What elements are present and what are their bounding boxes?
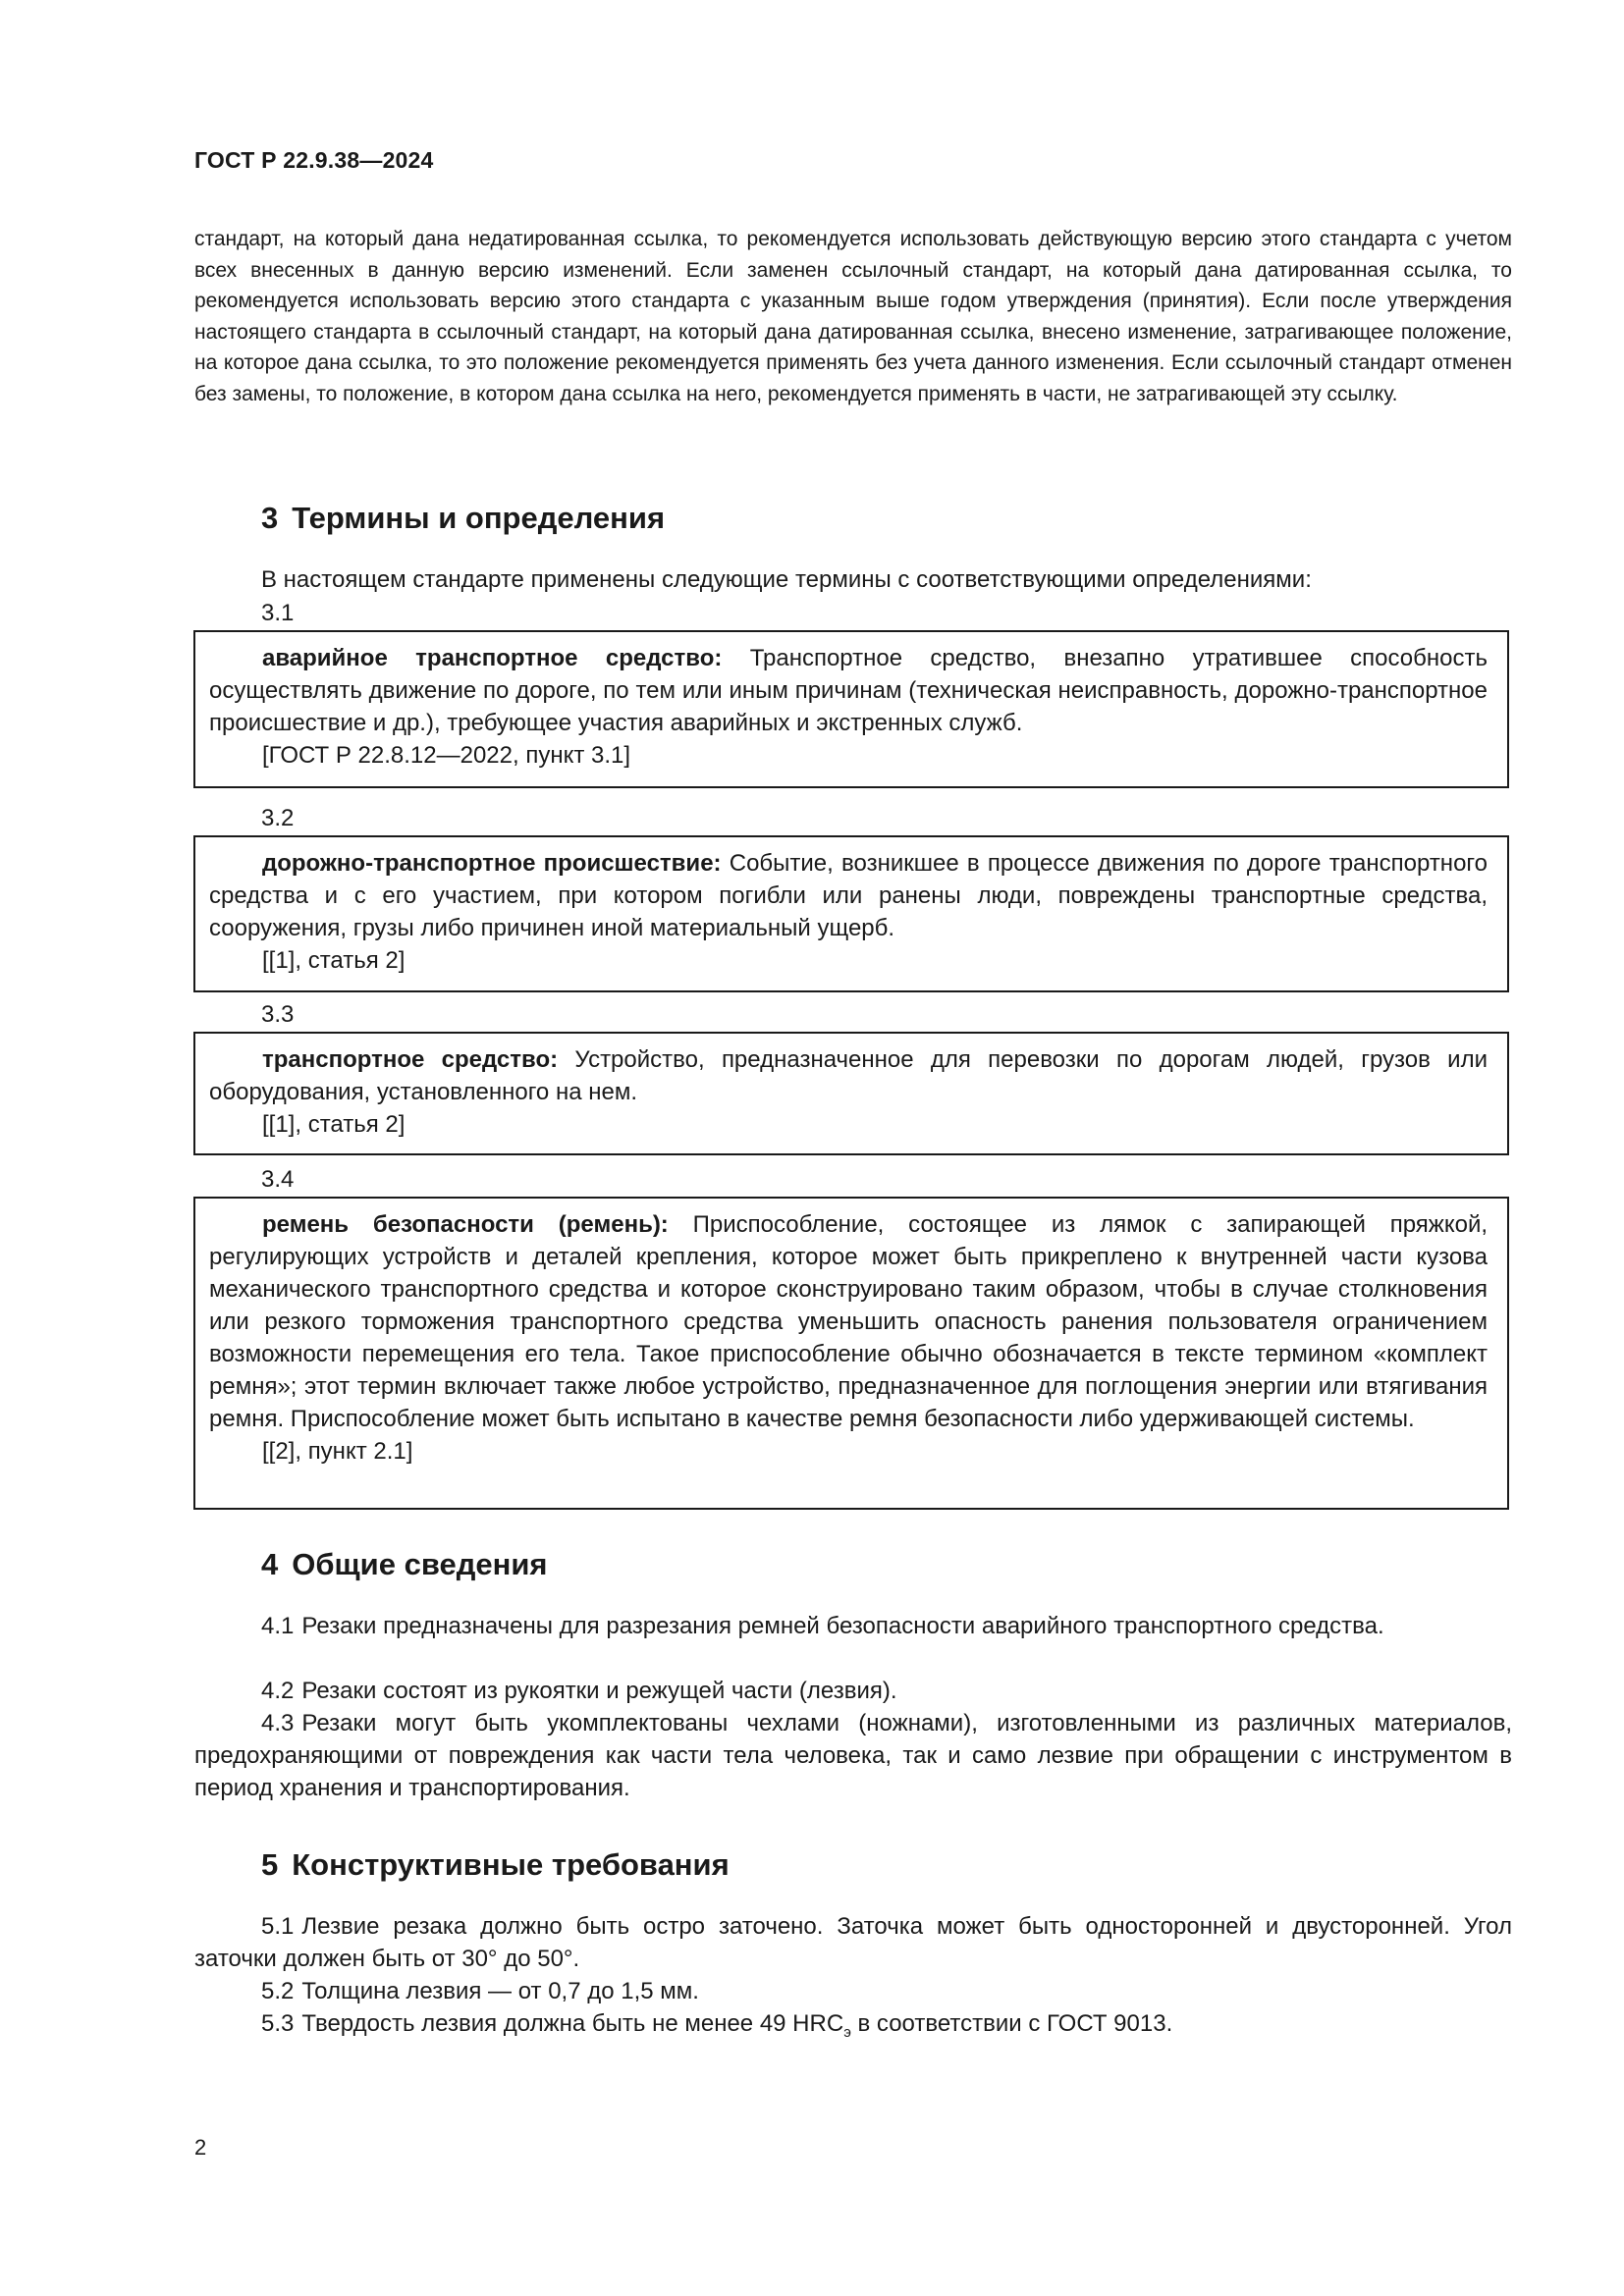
term-definition: [209, 1043, 1488, 1108]
term-name: дорожно-транспортное происшествие:: [262, 850, 722, 877]
paragraph-text: Лезвие резака должно быть остро заточено. Заточка может быть односторонней и двусторонней. Угол заточки должен быть от 30° до 50°.: [194, 1913, 1512, 1972]
term-name: ремень безопасности (ремень):: [262, 1211, 669, 1238]
section-number: 3: [261, 501, 279, 535]
term-box: [193, 835, 1509, 992]
section-title: Конструктивные требования: [292, 1847, 730, 1882]
paragraph: [194, 1910, 1512, 1975]
section-4-heading: [261, 1547, 548, 1582]
term-box: [193, 1197, 1509, 1510]
term-source: [[1], статья 2]: [262, 1111, 406, 1138]
section-3-heading: [261, 501, 665, 536]
section-title: Термины и определения: [292, 501, 666, 535]
paragraph-number: 5.3: [261, 2010, 295, 2037]
section-number: 4: [261, 1547, 279, 1581]
paragraph-number: 4.2: [261, 1678, 295, 1704]
term-definition-text: Событие, возникшее в процессе движения по дороге транспортного средства и с его участием, при котором погибли или ранены люди, повреждены транспортные средства, сооружения, грузы либо причинен иной материальный ущерб.: [209, 850, 1488, 941]
page-number: 2: [194, 2135, 207, 2160]
term-source: [[2], пункт 2.1]: [262, 1438, 413, 1465]
term-number: 3.1: [261, 600, 295, 626]
paragraph-number: 4.3: [261, 1710, 295, 1736]
paragraph: [194, 1707, 1512, 1804]
paragraph: [194, 1675, 1512, 1707]
section-title: Общие сведения: [292, 1547, 548, 1581]
term-number: 3.4: [261, 1166, 295, 1193]
section-3-lead: В настоящем стандарте применены следующие термины с соответствующими определениями:: [261, 566, 1312, 593]
term-box: [193, 1032, 1509, 1155]
intro-paragraph: стандарт, на который дана недатированная ссылка, то рекомендуется использовать действующую версию этого стандарта с учетом всех внесенных в данную версию изменений. Если заменен ссылочный стандарт, на который дана датированная ссылка, то рекомендуется использовать версию этого стандарта с указанным выше годом утверждения (принятия). Если после утверждения настоящего стандарта в ссылочный стандарт, на который дана датированная ссылка, внесено изменение, затрагивающее положение, на которое дана ссылка, то это положение рекомендуется применять без учета данного изменения. Если ссылочный стандарт отменен без замены, то положение, в котором дана ссылка на него, рекомендуется применять в части, не затрагивающей эту ссылку.: [194, 228, 1512, 405]
paragraph: [194, 1975, 1512, 2007]
term-definition-text: Устройство, предназначенное для перевозки по дорогам людей, грузов или оборудования, установленного на нем.: [209, 1046, 1488, 1105]
term-definition-text: Приспособление, состоящее из лямок с запирающей пряжкой, регулирующих устройств и деталей крепления, которое может быть прикреплено к внутренней части кузова механического транспортного средства и которое сконструировано таким образом, чтобы в случае столкновения или резкого торможения транспортного средства уменьшить опасность ранения пользователя ограничением возможности перемещения его тела. Такое приспособление обычно обозначается в тексте термином «комплект ремня»; этот термин включает также любое устройство, предназначенное для поглощения энергии или втягивания ремня. Приспособление может быть испытано в качестве ремня безопасности либо удерживающей системы.: [209, 1211, 1489, 1432]
term-source: [[1], статья 2]: [262, 947, 406, 974]
term-definition: [209, 642, 1488, 739]
term-name: аварийное транспортное средство:: [262, 645, 723, 671]
paragraph-text: Толщина лезвия — от 0,7 до 1,5 мм.: [301, 1978, 699, 2004]
section-5-heading: [261, 1847, 730, 1883]
term-name: транспортное средство:: [262, 1046, 559, 1073]
term-number: 3.2: [261, 805, 295, 831]
term-definition: [209, 1208, 1488, 1435]
term-source: [ГОСТ Р 22.8.12—2022, пункт 3.1]: [262, 742, 631, 769]
term-box: [193, 630, 1509, 788]
paragraph-number: 5.1: [261, 1913, 295, 1940]
document-header: ГОСТ Р 22.9.38—2024: [194, 147, 434, 173]
paragraph-text: Твердость лезвия должна быть не менее 49 HRC: [301, 2010, 844, 2037]
term-definition-text: Транспортное средство, внезапно утратившее способность осуществлять движение по дороге, по тем или иным причинам (техническая неисправность, дорожно-транспортное происшествие и др.), требующее участия аварийных и экстренных служб.: [209, 645, 1488, 736]
paragraph-number: 5.2: [261, 1978, 295, 2004]
term-definition: [209, 847, 1488, 944]
section-number: 5: [261, 1847, 279, 1882]
paragraph-number: 4.1: [261, 1613, 295, 1639]
term-number: 3.3: [261, 1001, 295, 1028]
subscript: э: [843, 2023, 851, 2041]
paragraph: [194, 1610, 1512, 1642]
paragraph-text: Резаки состоят из рукоятки и режущей части (лезвия).: [301, 1678, 897, 1704]
paragraph: [194, 2007, 1512, 2040]
paragraph-text: Резаки предназначены для разрезания ремней безопасности аварийного транспортного средства.: [301, 1613, 1384, 1639]
paragraph-text: Резаки могут быть укомплектованы чехлами (ножнами), изготовленными из различных материалов, предохраняющими от повреждения как части тела человека, так и само лезвие при обращении с инструментом в период хранения и транспортирования.: [194, 1710, 1512, 1801]
paragraph-text: в соответствии с ГОСТ 9013.: [850, 2010, 1173, 2037]
